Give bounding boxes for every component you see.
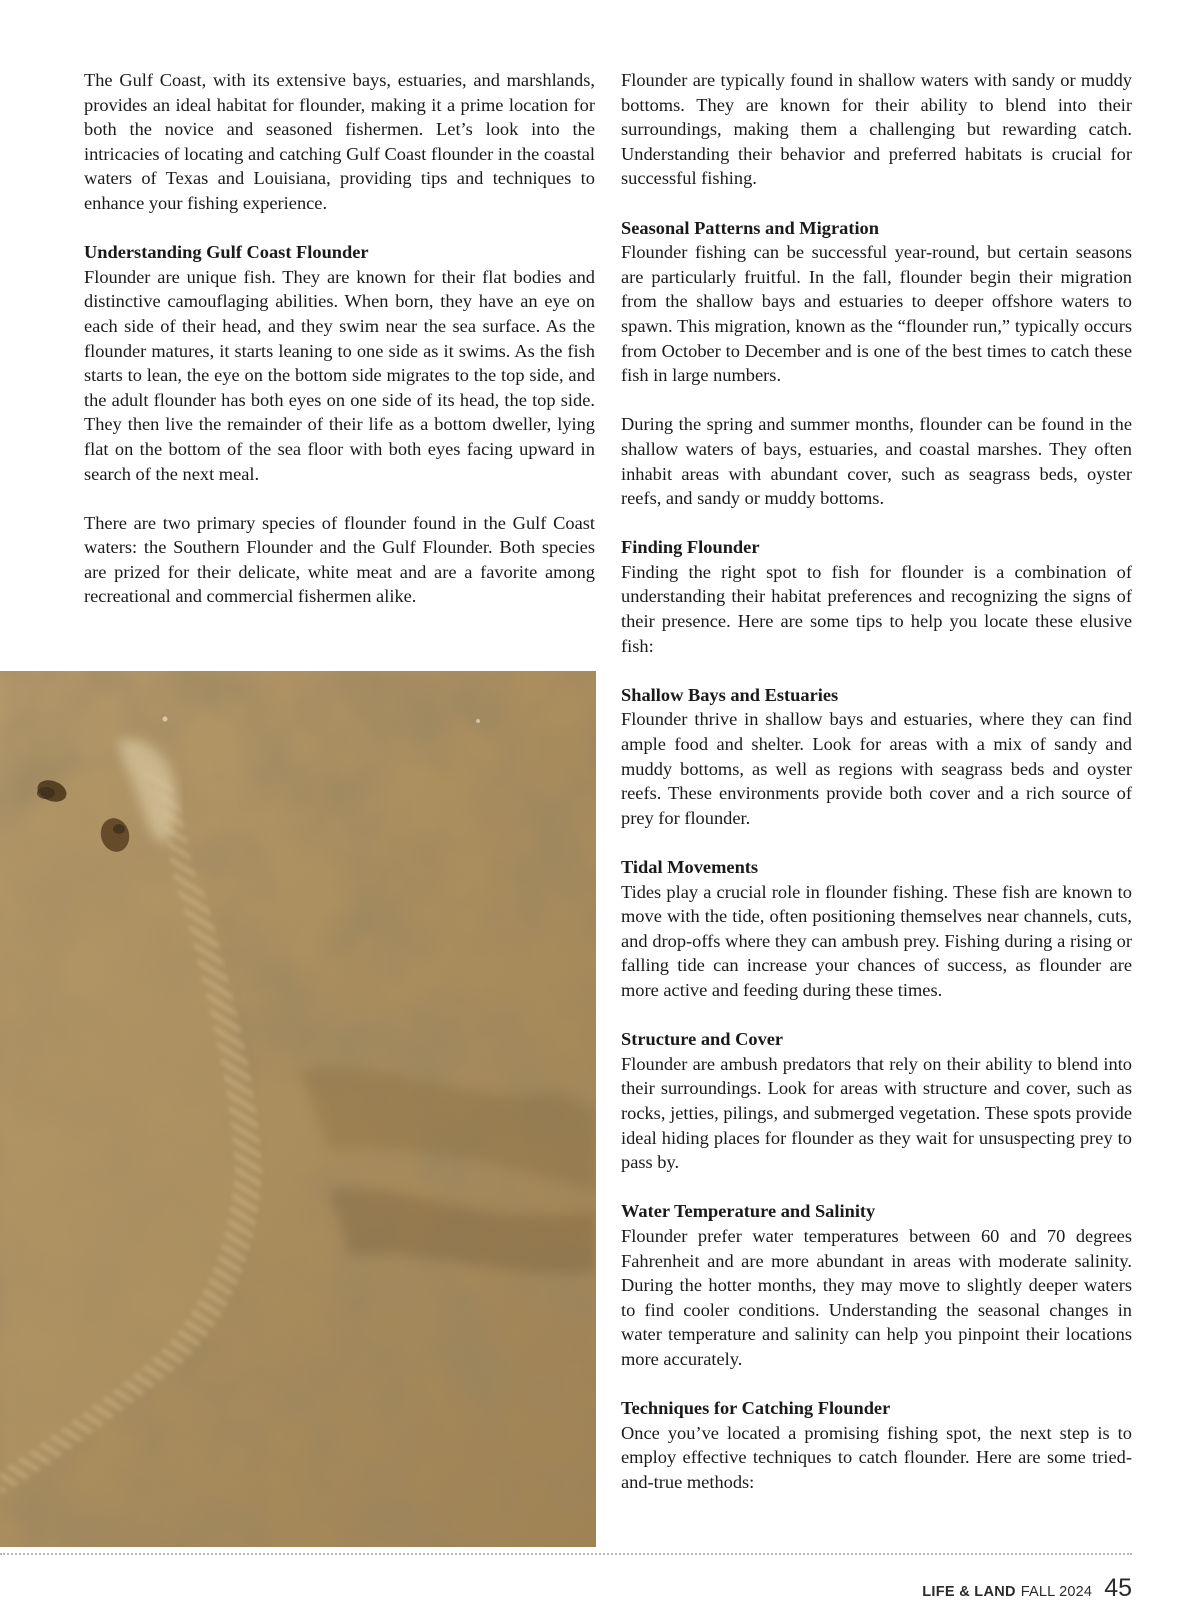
water-paragraph: Flounder prefer water temperatures between 60 and 70 degrees Fahrenheit and are more abundant in areas with moderate salinity. During the hotter months, they may move to slightly deeper waters to find cooler conditions. Understanding the seasonal changes in water temperature and salinity can help you pinpoint their locations more accurately.: [621, 1225, 1132, 1369]
magazine-name: LIFE & LAND: [922, 1584, 1016, 1600]
sand-grain: [0, 671, 596, 1547]
structure-paragraph: Flounder are ambush predators that rely on their ability to blend into their surroundings. Look for areas with structure and cover, such as rocks, jetties, pilings, and submerged vegetation. These spots provide ideal hiding places for flounder as they wait for unsuspecting prey to pass by.: [621, 1053, 1132, 1173]
right-column: [621, 68, 1132, 1494]
tidal-paragraph: Tides play a crucial role in flounder fishing. These fish are known to move with the tide, often positioning themselves near channels, cuts, and drop-offs where they can ambush prey. Fishing during a rising or falling tide can increase your chances of success, as flounder are more active and feeding during these times.: [621, 881, 1132, 1000]
understanding-paragraph-2: There are two primary species of flounder found in the Gulf Coast waters: the Southern Flounder and the Gulf Flounder. Both species are prized for their delicate, white meat and are a favorite among recreational and commercial fishermen alike.: [84, 512, 595, 607]
footer-divider: [0, 1553, 1132, 1555]
section-heading-techniques: Techniques for Catching Flounder: [621, 1398, 891, 1419]
seasonal-paragraph-1: Flounder fishing can be successful year-round, but certain seasons are particularly fruitful. In the fall, flounder begin their migration from the shallow bays and estuaries to deeper offshore waters to spawn. This migration, known as the “flounder run,” typically occurs from October to December and is one of the best times to catch these fish in large numbers.: [621, 242, 1132, 386]
section-heading-finding: Finding Flounder: [621, 537, 760, 558]
page-footer: [922, 1574, 1132, 1603]
section-heading-bays: Shallow Bays and Estuaries: [621, 684, 839, 705]
understanding-paragraph-1: Flounder are unique fish. They are known for their flat bodies and distinctive camouflaging abilities. When born, they have an eye on each side of their head, and they swim near the sea surface. As the flounder matures, it starts leaning to one side as it swims. As the fish starts to lean, the eye on the bottom side migrates to the top side, and the adult flounder has both eyes on one side of its head, the top side. They then live the remainder of their life as a bottom dweller, lying flat on the bottom of the sea floor with both eyes facing upward in search of the next meal.: [84, 266, 595, 484]
techniques-paragraph: Once you’ve located a promising fishing spot, the next step is to employ effective techniques to catch flounder. Here are some tried-and-true methods:: [621, 1422, 1132, 1492]
finding-paragraph: Finding the right spot to fish for flounder is a combination of understanding their habitat preferences and recognizing the signs of their presence. Here are some tips to help you locate these elusive fish:: [621, 561, 1132, 656]
seasonal-paragraph-2: During the spring and summer months, flounder can be found in the shallow waters of bays, estuaries, and coastal marshes. They often inhabit areas with abundant cover, such as seagrass beds, oyster reefs, and sandy or muddy bottoms.: [621, 414, 1132, 509]
section-heading-structure: Structure and Cover: [621, 1029, 784, 1050]
issue-season: FALL 2024: [1020, 1584, 1093, 1600]
section-heading-understanding: Understanding Gulf Coast Flounder: [84, 242, 369, 263]
section-heading-water: Water Temperature and Salinity: [621, 1201, 876, 1222]
habitat-paragraph: Flounder are typically found in shallow waters with sandy or muddy bottoms. They are known for their ability to blend into their surroundings, making them a challenging but rewarding catch. Understanding their behavior and preferred habitats is crucial for successful fishing.: [621, 70, 1132, 189]
left-column: [84, 68, 595, 609]
intro-paragraph: The Gulf Coast, with its extensive bays, estuaries, and marshlands, provides an ideal habitat for flounder, making it a prime location for both the novice and seasoned fishermen. Let’s look into the intricacies of locating and catching Gulf Coast flounder in the coastal waters of Texas and Louisiana, providing tips and techniques to enhance your fishing experience.: [84, 70, 595, 213]
section-heading-tidal: Tidal Movements: [621, 857, 759, 877]
page-number: 45: [1104, 1574, 1132, 1602]
section-heading-seasonal: Seasonal Patterns and Migration: [621, 217, 879, 238]
flounder-camouflage-photo: [0, 671, 596, 1547]
bays-paragraph: Flounder thrive in shallow bays and estuaries, where they can find ample food and shelter. Look for areas with a mix of sandy and muddy bottoms, as well as regions with seagrass beds and oyster reefs. These environments provide both cover and a rich source of prey for flounder.: [621, 709, 1132, 828]
